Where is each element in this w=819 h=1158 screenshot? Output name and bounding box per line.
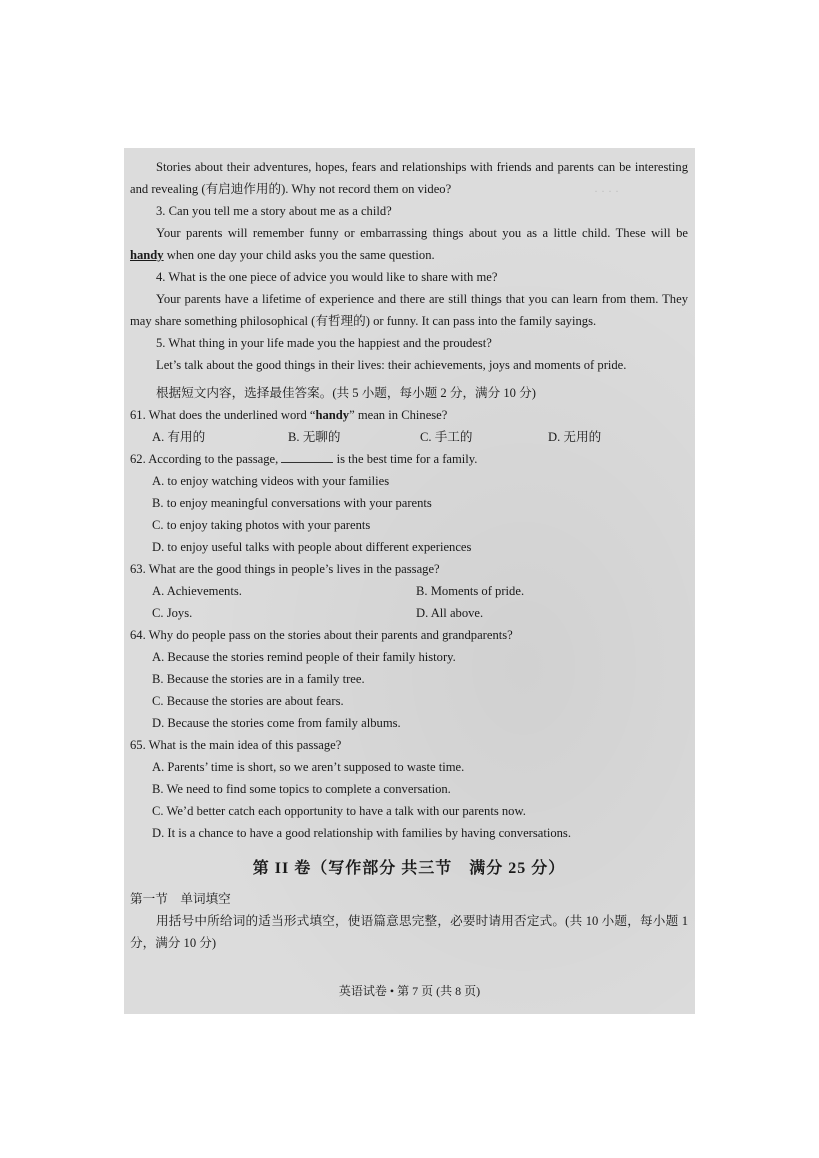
q65-option-c: C. We’d better catch each opportunity to have a talk with our parents now. (152, 804, 526, 818)
q64-option-c: C. Because the stories are about fears. (152, 694, 344, 708)
q61-option-b: B. 无聊的 (288, 430, 341, 444)
section-2-title: 第 II 卷（写作部分 共三节 满分 25 分） (252, 860, 566, 877)
q61-option-a: A. 有用的 (152, 430, 206, 444)
q64-option-b: B. Because the stories are in a family tree. (152, 672, 365, 686)
q64-option-d: D. Because the stories come from family albums. (152, 716, 401, 730)
question-64: 64. Why do people pass on the stories about their parents and grandparents? (130, 628, 513, 642)
q65-option-b: B. We need to find some topics to complete a conversation. (152, 782, 451, 796)
section-1-heading: 第一节 单词填空 (130, 892, 231, 906)
q61-pre: 61. What does the underlined word “ (130, 408, 316, 422)
q65-option-d: D. It is a chance to have a good relationship with families by having conversations. (152, 826, 571, 840)
scanned-page (124, 148, 695, 1014)
passage-paragraph-1: Stories about their adventures, hopes, fears and relationships with friends and parents can be interesting and revealing (有启迪作用的). Why not record them on video? (130, 160, 688, 196)
page-footer: 英语试卷 • 第 7 页 (共 8 页) (338, 984, 481, 998)
q62-option-a: A. to enjoy watching videos with your families (152, 474, 390, 488)
q63-option-a: A. Achievements. (152, 584, 242, 598)
q62-post: is the best time for a family. (336, 452, 478, 466)
passage-paragraph-4: Let’s talk about the good things in their lives: their achievements, joys and moments of pride. (156, 358, 627, 372)
q62-option-b: B. to enjoy meaningful conversations with your parents (152, 496, 432, 510)
q62-option-c: C. to enjoy taking photos with your parents (152, 518, 371, 532)
q61-option-d: D. 无用的 (548, 430, 602, 444)
page-content (130, 156, 688, 954)
passage-question-3: 3. Can you tell me a story about me as a child? (156, 204, 392, 218)
question-62 (130, 448, 688, 470)
question-63: 63. What are the good things in people’s lives in the passage? (130, 562, 440, 576)
underlined-word-handy: handy (130, 248, 164, 262)
passage-paragraph-2 (130, 222, 688, 266)
q64-option-a: A. Because the stories remind people of their family history. (152, 650, 456, 664)
q63-option-d: D. All above. (416, 606, 484, 620)
q63-option-c: C. Joys. (152, 606, 193, 620)
passage-question-5: 5. What thing in your life made you the happiest and the proudest? (156, 336, 492, 350)
q61-post: ” mean in Chinese? (349, 408, 448, 422)
show-through-text: · · · · (594, 184, 619, 198)
q65-option-a: A. Parents’ time is short, so we aren’t supposed to waste time. (152, 760, 465, 774)
answer-blank (281, 450, 333, 463)
question-61 (130, 404, 688, 426)
passage-paragraph-3: Your parents have a lifetime of experience and there are still things that you can learn from them. They may share something philosophical (有哲理的) or funny. It can pass into the family sayings. (130, 292, 688, 328)
passage-question-4: 4. What is the one piece of advice you would like to share with me? (156, 270, 498, 284)
reading-instructions: 根据短文内容，选择最佳答案。(共 5 小题，每小题 2 分，满分 10 分) (156, 386, 536, 400)
p2-after: when one day your child asks you the same question. (163, 248, 435, 262)
q62-option-d: D. to enjoy useful talks with people about different experiences (152, 540, 472, 554)
p2-before: Your parents will remember funny or embarrassing things about you as a little child. These will be (156, 226, 688, 240)
q63-options-row-1 (152, 580, 688, 602)
q62-pre: 62. According to the passage, (130, 452, 279, 466)
q61-option-c: C. 手工的 (420, 430, 473, 444)
q63-options-row-2 (152, 602, 688, 624)
q61-options (152, 426, 688, 448)
q63-option-b: B. Moments of pride. (416, 584, 525, 598)
question-65: 65. What is the main idea of this passage? (130, 738, 342, 752)
section-1-instruction: 用括号中所给词的适当形式填空，使语篇意思完整，必要时请用否定式。(共 10 小题，每小题 1 分，满分 10 分) (130, 914, 688, 950)
q61-word: handy (315, 408, 350, 422)
